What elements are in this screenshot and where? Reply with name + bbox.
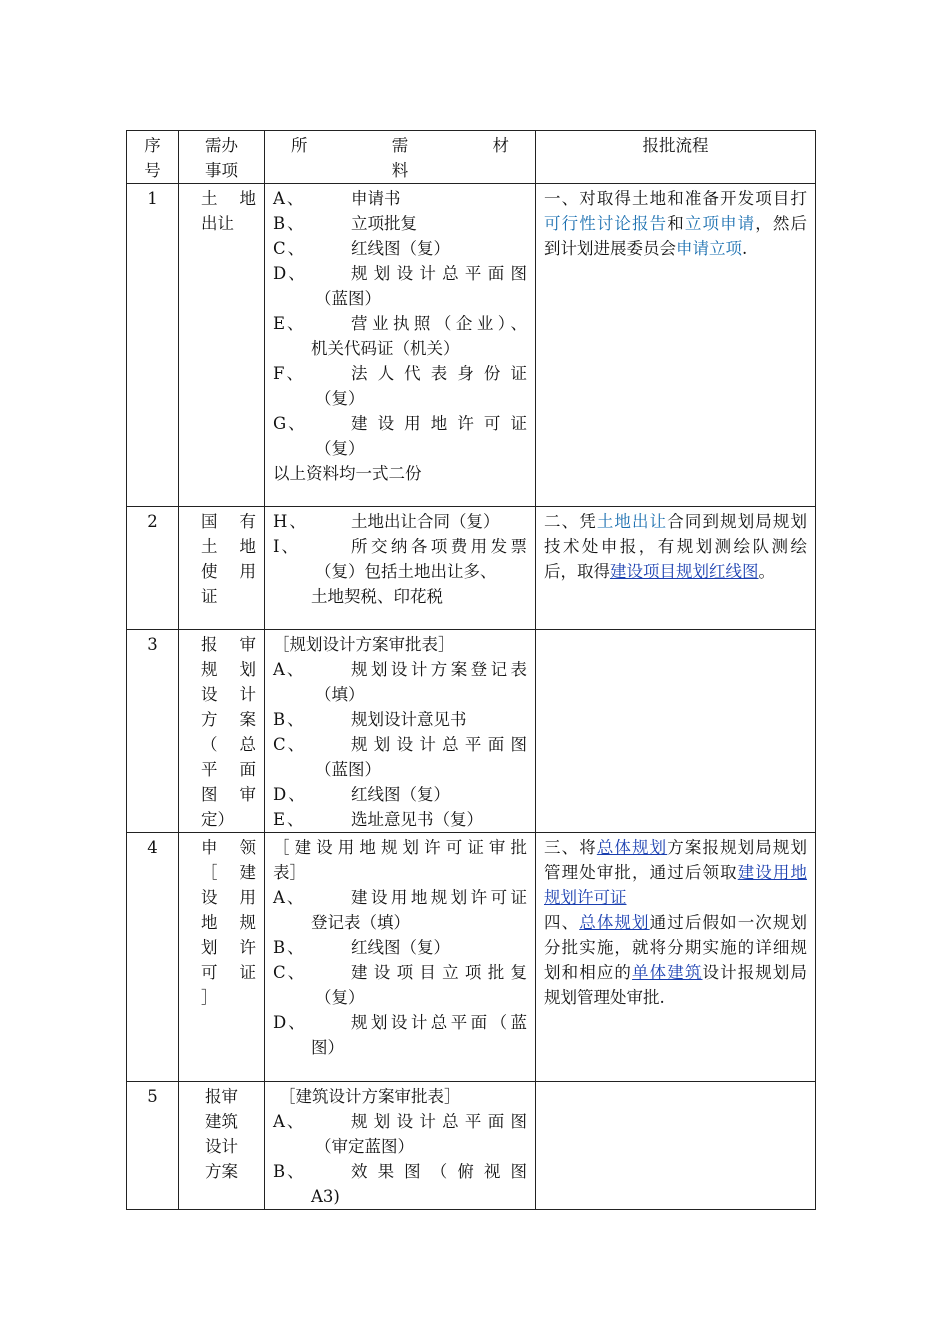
row-matter: 报 审 规 划 设 计 方 案 （ 总 平 面 图 审 定） [179,630,265,833]
table-row [127,507,816,630]
row-materials: ［建筑设计方案审批表］ A、 规划设计总平面图 （审定蓝图） B、 效果图（俯视图 A3) [265,1082,536,1210]
table-row [127,833,816,1082]
row-matter: 报审 建筑 设计 方案 [179,1082,265,1210]
row-flow: 二、凭土地出让合同到规划局规划技术处申报，有规划测绘队测绘后，取得建设项目规划红线图。 [536,507,816,630]
row-matter: 申 领 ［ 建 设 用 地 规 划 许 可 证 ］ [179,833,265,1082]
header-row [127,131,816,184]
row-materials: ［建设用地规划许可证审批 表］ A、 建设用地规划许可证 登记表（填） B、 红线图（复） C、 建设项目立项批复 （复） D、 规划设计总平面（蓝 图） [265,833,536,1082]
single-building-link[interactable]: 单体建筑 [632,963,703,982]
row-matter: 土 地 出让 [179,184,265,507]
header-materials: 所 需 材 料 [265,131,536,184]
row-materials: H、 土地出让合同（复） I、 所交纳各项费用发票 （复）包括土地出让多、 土地契税、印花税 [265,507,536,630]
row-materials: ［规划设计方案审批表］ A、 规划设计方案登记表 （填） B、 规划设计意见书 C、 规划设计总平面图 （蓝图） D、 红线图（复） E、 选址意见书（复） [265,630,536,833]
row-flow-empty [536,630,816,833]
row-number: 3 [127,630,179,833]
header-matter: 需办 事项 [179,131,265,184]
row-flow-empty [536,1082,816,1210]
row-flow: 一、对取得土地和准备开发项目打可行性讨论报告和立项申请，然后到计划进展委员会申请立项. [536,184,816,507]
approval-table [126,130,816,1210]
row-number: 1 [127,184,179,507]
header-flow: 报批流程 [536,131,816,184]
header-seq: 序 号 [127,131,179,184]
row-matter: 国 有 土 地 使 用 证 [179,507,265,630]
row-number: 5 [127,1082,179,1210]
red-line-map-link[interactable]: 建设项目规划红线图 [610,562,759,581]
land-use-permit-link[interactable]: 建设用地规划许可证 [544,863,808,907]
row-materials: A、 申请书 B、 立项批复 C、 红线图（复） D、 规划设计总平面图 （蓝图） E、 营业执照（企业）、 机关代码证（机关） F、 法人代表身份证 （复） G、 建设用地许可证 （复） 以上资料均一式二份 [265,184,536,507]
table-row [127,630,816,833]
master-plan-link[interactable]: 总体规划 [596,838,668,857]
row-flow: 三、将总体规划方案报规划局规划管理处审批，通过后领取建设用地规划许可证 四、总体规划通过后假如一次规划分批实施，就将分期实施的详细规划和相应的单体建筑设计报规划局规划管理处审批. [536,833,816,1082]
master-plan-link-2[interactable]: 总体规划 [579,913,650,932]
table-row [127,184,816,507]
table-row [127,1082,816,1210]
materials-note: 以上资料均一式二份 [273,464,422,483]
row-number: 2 [127,507,179,630]
row-number: 4 [127,833,179,1082]
